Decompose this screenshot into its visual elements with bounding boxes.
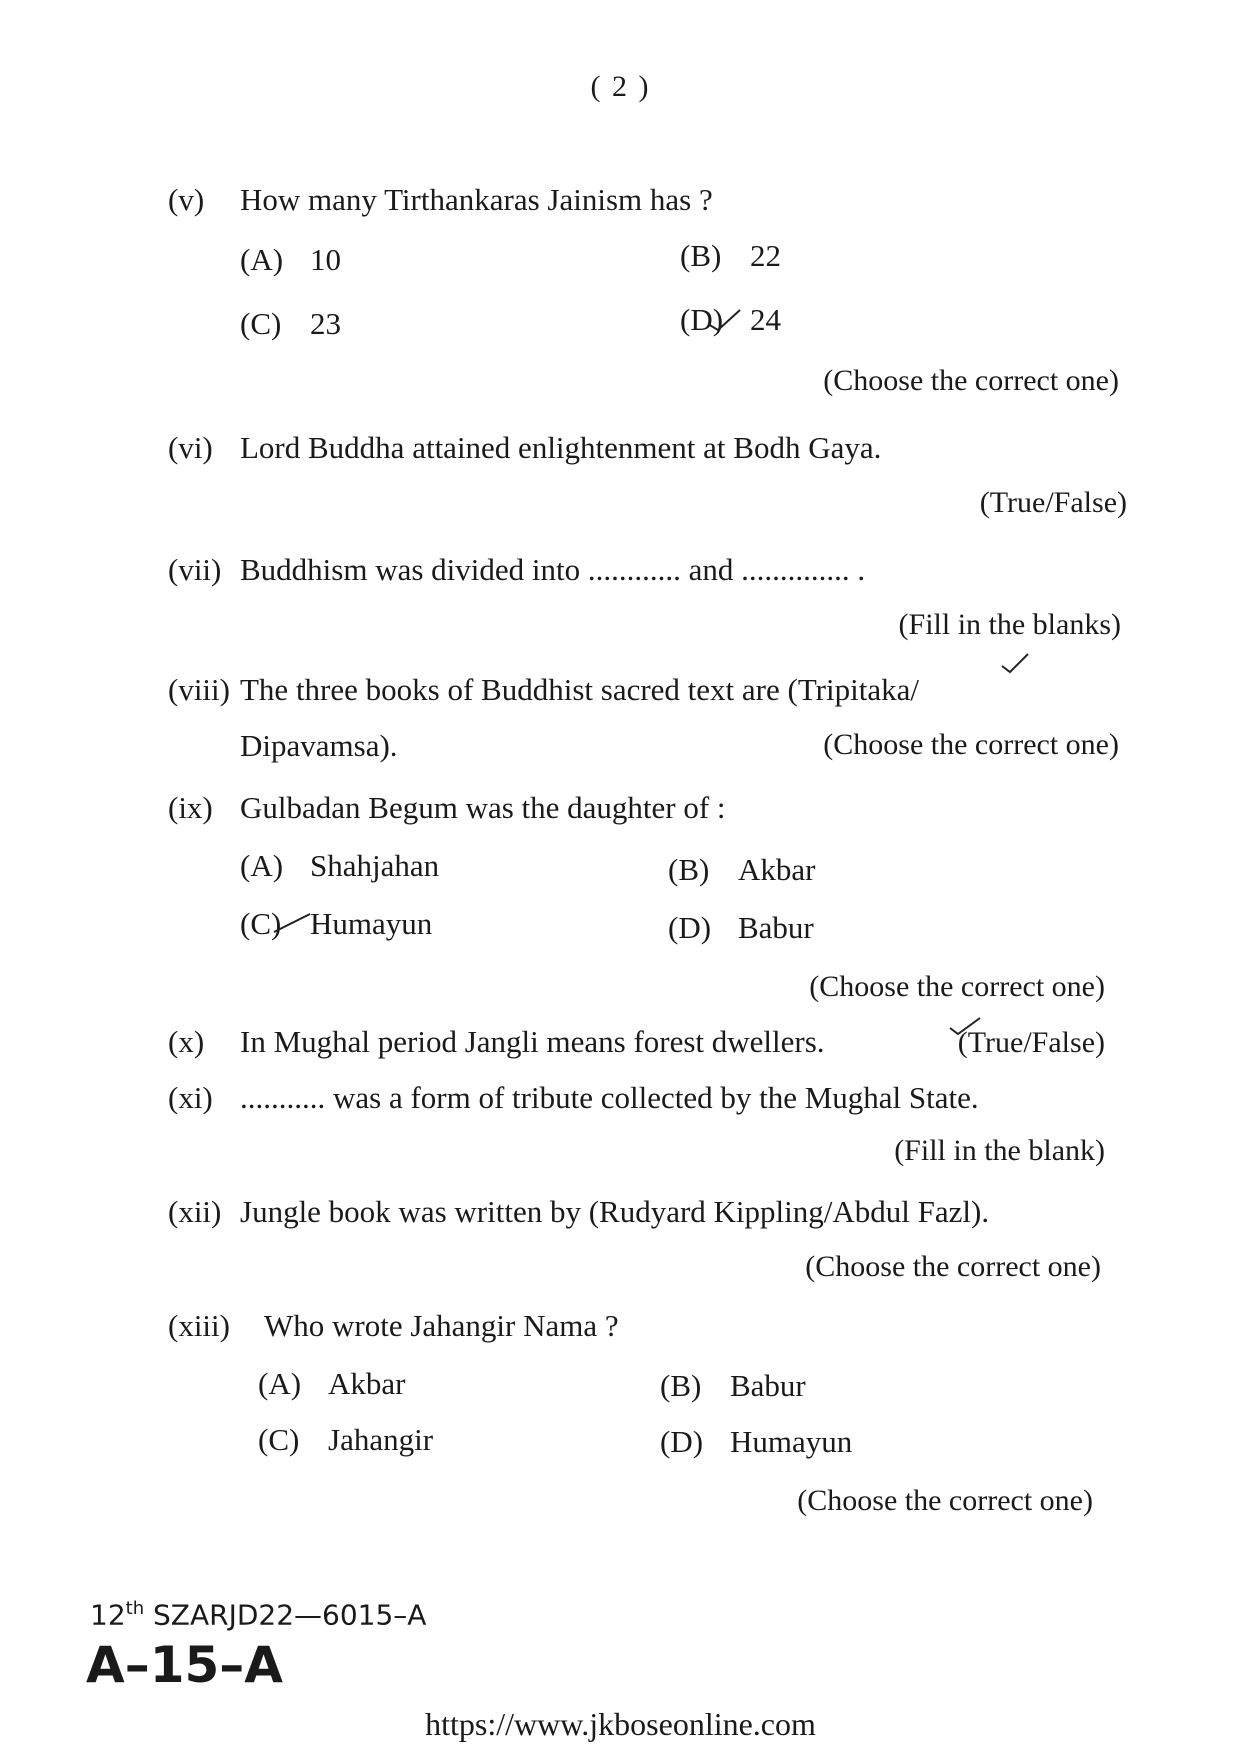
question-vi xyxy=(168,428,1119,468)
question-xiii xyxy=(168,1306,1119,1346)
question-vii xyxy=(168,550,1119,590)
answer-instruction: (Choose the correct one) xyxy=(823,728,1119,761)
question-viii xyxy=(168,670,1119,710)
paper-code: A–15–A xyxy=(86,1636,283,1694)
question-text: In Mughal period Jangli means forest dwellers. xyxy=(240,1024,825,1059)
answer-instruction: (True/False) xyxy=(957,1026,1105,1059)
question-text: ........... was a form of tribute collected by the Mughal State. xyxy=(240,1080,979,1115)
answer-instruction: (Fill in the blanks) xyxy=(898,608,1121,641)
option-d: (D) 24 xyxy=(680,302,781,337)
question-xii xyxy=(168,1192,1119,1232)
exam-code: 12th SZARJD22—6015–A xyxy=(90,1598,427,1632)
question-text: Jungle book was written by (Rudyard Kippling/Abdul Fazl). xyxy=(240,1194,990,1229)
question-text: Lord Buddha attained enlightenment at Bodh Gaya. xyxy=(240,430,882,465)
question-text: How many Tirthankaras Jainism has ? xyxy=(240,182,713,217)
answer-instruction: (True/False) xyxy=(979,486,1127,519)
question-text: Buddhism was divided into ............ and .............. . xyxy=(240,552,866,587)
question-number: (vi) xyxy=(168,430,213,465)
question-text: The three books of Buddhist sacred text are (Tripitaka/ xyxy=(240,672,919,707)
question-number: (xiii) xyxy=(168,1308,230,1343)
question-number: (vii) xyxy=(168,552,222,587)
question-text-continued: Dipavamsa). xyxy=(240,728,398,763)
answer-instruction: (Choose the correct one) xyxy=(805,1250,1101,1283)
question-number: (xii) xyxy=(168,1194,222,1229)
option-a: (A) 10 xyxy=(240,242,341,277)
question-text: Who wrote Jahangir Nama ? xyxy=(264,1308,619,1343)
question-ix xyxy=(168,788,1119,828)
option-b: (B) Akbar xyxy=(668,852,816,887)
option-a: (A) Akbar xyxy=(258,1366,406,1401)
option-b: (B) Babur xyxy=(660,1368,806,1403)
tick-mark-icon xyxy=(1000,652,1030,674)
option-c: (C) Humayun xyxy=(240,906,433,941)
answer-instruction: (Choose the correct one) xyxy=(809,970,1105,1003)
option-d: (D) Humayun xyxy=(660,1424,853,1459)
tick-mark-icon xyxy=(706,308,742,332)
question-number: (x) xyxy=(168,1024,205,1059)
option-b: (B) 22 xyxy=(680,238,781,273)
answer-instruction: (Fill in the blank) xyxy=(894,1134,1105,1167)
answer-instruction: (Choose the correct one) xyxy=(797,1484,1093,1517)
question-xi xyxy=(168,1078,1119,1118)
question-number: (viii) xyxy=(168,672,230,707)
option-c: (C) Jahangir xyxy=(258,1422,434,1457)
option-c: (C) 23 xyxy=(240,306,341,341)
option-a: (A) Shahjahan xyxy=(240,848,440,883)
question-text: Gulbadan Begum was the daughter of : xyxy=(240,790,726,825)
page-number: ( 2 ) xyxy=(590,70,651,103)
question-number: (ix) xyxy=(168,790,213,825)
tick-mark-icon xyxy=(948,1016,982,1038)
answer-instruction: (Choose the correct one) xyxy=(823,364,1119,397)
question-number: (xi) xyxy=(168,1080,213,1115)
source-url: https://www.jkboseonline.com xyxy=(425,1706,816,1742)
option-d: (D) Babur xyxy=(668,910,814,945)
question-number: (v) xyxy=(168,182,205,217)
question-v xyxy=(168,180,1119,220)
tick-mark-icon xyxy=(272,910,312,936)
